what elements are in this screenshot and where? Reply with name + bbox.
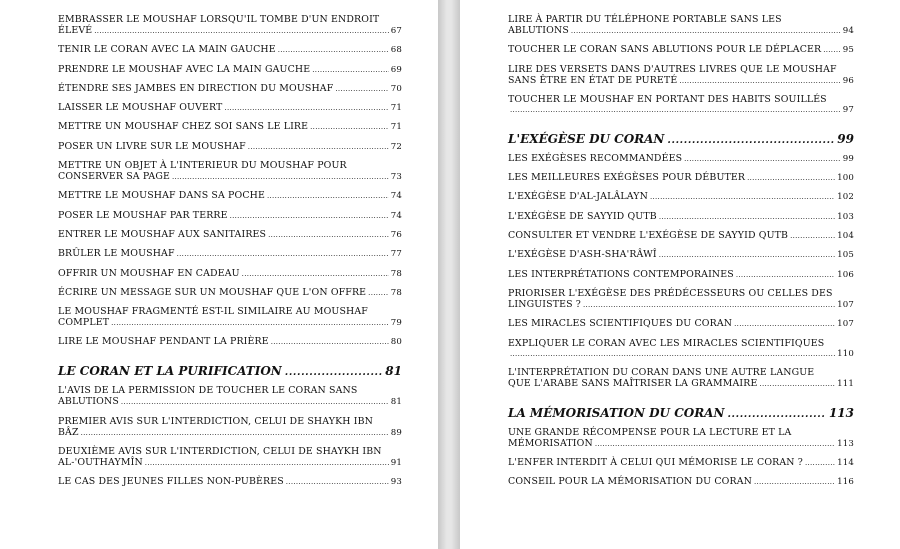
toc-page-number: 106 bbox=[837, 269, 854, 280]
toc-entry[interactable] bbox=[508, 288, 854, 311]
toc-entry-line bbox=[508, 476, 854, 488]
toc-entry-line bbox=[508, 153, 854, 165]
toc-entry-line bbox=[508, 211, 854, 223]
dot-leader bbox=[224, 103, 388, 114]
book-gutter bbox=[438, 0, 460, 549]
toc-entry-title: ÉTENDRE SES JAMBES EN DIRECTION DU MOUSHAF bbox=[58, 82, 334, 94]
toc-entry[interactable] bbox=[58, 83, 402, 95]
toc-page-number: 113 bbox=[837, 438, 854, 449]
toc-entry[interactable] bbox=[508, 172, 854, 184]
toc-entry-line bbox=[58, 141, 402, 153]
toc-entry-line bbox=[508, 25, 854, 37]
toc-entry-line bbox=[508, 230, 854, 242]
dot-leader bbox=[94, 26, 388, 37]
toc-entry-title: LES EXÉGÈSES RECOMMANDÉES bbox=[508, 152, 683, 164]
toc-entry[interactable] bbox=[58, 268, 402, 280]
toc-entry-title: LES MEILLEURES EXÉGÈSES POUR DÉBUTER bbox=[508, 172, 746, 184]
toc-entry[interactable] bbox=[508, 318, 854, 330]
toc-entry-title-line: EMBRASSER LE MOUSHAF LORSQU'IL TOMBE D'UN ENDROIT bbox=[58, 14, 380, 25]
dot-leader bbox=[368, 288, 389, 299]
toc-entry[interactable] bbox=[508, 249, 854, 261]
toc-entry-title: LIRE LE MOUSHAF PENDANT LA PRIÈRE bbox=[58, 336, 269, 348]
toc-page-number: 74 bbox=[390, 210, 402, 221]
toc-entry-title: POSER UN LIVRE SUR LE MOUSHAF bbox=[58, 140, 246, 152]
toc-entry-title: AL-'OUTHAYMÎN bbox=[58, 457, 143, 469]
toc-entry-line bbox=[508, 299, 854, 311]
toc-page-number: 94 bbox=[842, 26, 854, 36]
dot-leader bbox=[679, 76, 840, 87]
dot-leader bbox=[790, 231, 835, 242]
toc-entry[interactable] bbox=[508, 367, 854, 390]
toc-entry-title: LE CAS DES JEUNES FILLES NON-PUBÈRES bbox=[58, 476, 284, 488]
toc-entry-line bbox=[508, 349, 854, 360]
toc-entry-title: BRÛLER LE MOUSHAF bbox=[58, 248, 175, 260]
section-title: L'EXÉGÈSE DU CORAN bbox=[508, 131, 665, 146]
toc-entry-title-line: LIRE À PARTIR DU TÉLÉPHONE PORTABLE SANS LES bbox=[508, 14, 782, 25]
toc-entry-line bbox=[58, 248, 402, 260]
toc-entry-title: ÉCRIRE UN MESSAGE SUR UN MOUSHAF QUE L'ON OFFRE bbox=[58, 286, 367, 298]
dot-leader bbox=[145, 458, 389, 469]
toc-entry-title: L'ENFER INTERDIT À CELUI QUI MÉMORISE LE CORAN ? bbox=[508, 457, 803, 469]
right-page bbox=[460, 0, 900, 549]
toc-entry[interactable] bbox=[508, 153, 854, 165]
toc-entry[interactable] bbox=[58, 14, 402, 37]
toc-entry[interactable] bbox=[58, 141, 402, 153]
toc-entry-title: POSER LE MOUSHAF PAR TERRE bbox=[58, 209, 228, 221]
toc-page-number: 96 bbox=[842, 75, 854, 86]
dot-leader bbox=[335, 84, 388, 95]
dot-leader bbox=[650, 192, 835, 203]
toc-entry-title: METTRE LE MOUSHAF DANS SA POCHE bbox=[58, 190, 265, 202]
toc-entry[interactable] bbox=[58, 306, 402, 329]
section-page-number: 81 bbox=[385, 364, 402, 379]
toc-page-number: 73 bbox=[390, 172, 402, 183]
toc-page-number: 69 bbox=[390, 64, 402, 75]
toc-entry-title-line: L'AVIS DE LA PERMISSION DE TOUCHER LE CORAN SANS bbox=[58, 385, 358, 397]
toc-page-number: 97 bbox=[842, 104, 854, 115]
toc-entry-title: TOUCHER LE CORAN SANS ABLUTIONS POUR LE DÉPLACER bbox=[508, 44, 822, 56]
toc-entry-line bbox=[508, 318, 854, 330]
toc-entry-line bbox=[508, 44, 854, 56]
toc-entry-line bbox=[58, 210, 402, 222]
toc-page-number: 111 bbox=[837, 378, 854, 389]
toc-entry-title-line: LE MOUSHAF FRAGMENTÉ EST-IL SIMILAIRE AU MOUSHAF bbox=[58, 306, 368, 318]
section-title: LA MÉMORISATION DU CORAN bbox=[508, 405, 725, 420]
section-heading[interactable] bbox=[508, 132, 854, 146]
dot-leader bbox=[510, 349, 835, 360]
toc-entry[interactable] bbox=[58, 44, 402, 56]
toc-entry[interactable] bbox=[58, 336, 402, 348]
toc-entry-line bbox=[58, 476, 402, 488]
dot-leader bbox=[111, 318, 389, 329]
toc-entry-title: METTRE UN MOUSHAF CHEZ SOI SANS LE LIRE bbox=[58, 121, 309, 133]
dot-leader bbox=[759, 379, 835, 390]
dot-leader bbox=[121, 397, 389, 408]
dot-leader bbox=[278, 45, 389, 56]
toc-entry-line bbox=[58, 190, 402, 202]
toc-page-number: 78 bbox=[390, 287, 402, 298]
dot-leader bbox=[310, 122, 389, 133]
dot-leader bbox=[754, 477, 835, 488]
dot-leader bbox=[734, 319, 835, 330]
left-page bbox=[0, 0, 438, 549]
toc-entry-line bbox=[58, 171, 402, 183]
dot-leader bbox=[268, 230, 389, 241]
toc-entry-title: CONSULTER ET VENDRE L'EXÉGÈSE DE SAYYID QUTB bbox=[508, 230, 789, 242]
toc-entry[interactable] bbox=[58, 416, 402, 439]
dot-leader bbox=[583, 300, 835, 311]
toc-entry-line bbox=[508, 172, 854, 184]
toc-entry-line bbox=[58, 457, 402, 469]
toc-entry-title: LAISSER LE MOUSHAF OUVERT bbox=[58, 102, 223, 114]
dot-leader bbox=[242, 269, 389, 280]
toc-page-number: 72 bbox=[390, 141, 402, 152]
toc-page-number: 100 bbox=[837, 173, 854, 184]
toc-entry[interactable] bbox=[508, 457, 854, 469]
toc-entry[interactable] bbox=[508, 64, 854, 87]
toc-entry[interactable] bbox=[58, 190, 402, 202]
toc-entry-line bbox=[58, 102, 402, 114]
toc-entry[interactable] bbox=[508, 269, 854, 281]
toc-entry-title-line: PRIORISER L'EXÉGÈSE DES PRÉDÉCESSEURS OU CELLES DES bbox=[508, 287, 833, 299]
section-title: LE CORAN ET LA PURIFICATION bbox=[58, 364, 282, 379]
toc-page-number: 104 bbox=[837, 231, 854, 242]
toc-entry-title: ABLUTIONS bbox=[58, 396, 119, 408]
toc-page-number: 74 bbox=[390, 191, 402, 202]
dot-leader bbox=[172, 172, 389, 183]
dot-leader bbox=[285, 367, 383, 378]
dot-leader bbox=[595, 439, 835, 450]
toc-page-number: 116 bbox=[837, 477, 854, 488]
toc-page-number: 107 bbox=[837, 299, 854, 310]
toc-page-number: 107 bbox=[837, 319, 854, 330]
toc-entry-title: OFFRIR UN MOUSHAF EN CADEAU bbox=[58, 267, 240, 279]
dot-leader bbox=[230, 211, 389, 222]
dot-leader bbox=[747, 173, 835, 184]
toc-entry[interactable] bbox=[508, 44, 854, 56]
toc-entry-title-line: L'INTERPRÉTATION DU CORAN DANS UNE AUTRE LANGUE bbox=[508, 366, 815, 378]
toc-entry[interactable] bbox=[508, 427, 854, 450]
dot-leader bbox=[659, 250, 835, 261]
toc-entry-title: MÉMORISATION bbox=[508, 437, 593, 449]
toc-entry[interactable] bbox=[58, 160, 402, 183]
toc-page-number: 91 bbox=[390, 458, 402, 469]
toc-entry-title-line: DEUXIÈME AVIS SUR L'INTERDICTION, CELUI DE SHAYKH IBN bbox=[58, 446, 382, 458]
toc-page-number: 71 bbox=[390, 122, 402, 133]
toc-entry[interactable] bbox=[58, 121, 402, 133]
toc-entry[interactable] bbox=[58, 102, 402, 114]
toc-entry-line bbox=[58, 121, 402, 133]
toc-page-number: 78 bbox=[390, 268, 402, 279]
toc-page-number: 95 bbox=[842, 45, 854, 56]
toc-entry-title: BÂZ bbox=[58, 426, 79, 438]
toc-entry-line bbox=[508, 249, 854, 261]
toc-page-number: 105 bbox=[837, 250, 854, 261]
toc-entry-line bbox=[508, 378, 854, 390]
toc-entry-title: CONSERVER SA PAGE bbox=[58, 171, 170, 183]
toc-entry-title: ENTRER LE MOUSHAF AUX SANITAIRES bbox=[58, 228, 267, 240]
toc-entry-title: ABLUTIONS bbox=[508, 25, 569, 36]
dot-leader bbox=[267, 191, 389, 202]
toc-entry-line bbox=[508, 105, 854, 116]
toc-entry[interactable] bbox=[508, 476, 854, 488]
toc-page-number: 99 bbox=[842, 153, 854, 164]
toc-entry[interactable] bbox=[58, 229, 402, 241]
toc-entry-title: L'EXÉGÈSE D'ASH-SHA'RÂWÎ bbox=[508, 249, 657, 261]
section-heading[interactable] bbox=[58, 364, 402, 378]
toc-entry-line bbox=[58, 25, 402, 37]
toc-entry-title: SANS ÊTRE EN ÉTAT DE PURETÉ bbox=[508, 74, 678, 86]
dot-leader bbox=[823, 45, 841, 56]
toc-entry-line bbox=[58, 229, 402, 241]
toc-entry-line bbox=[58, 287, 402, 299]
dot-leader bbox=[727, 409, 825, 420]
toc-entry-title-line: TOUCHER LE MOUSHAF EN PORTANT DES HABITS SOUILLÉS bbox=[508, 93, 827, 105]
toc-entry-title: PRENDRE LE MOUSHAF AVEC LA MAIN GAUCHE bbox=[58, 63, 311, 75]
dot-leader bbox=[177, 249, 389, 260]
toc-entry-line bbox=[508, 75, 854, 87]
toc-entry-line bbox=[58, 336, 402, 348]
toc-entry[interactable] bbox=[508, 191, 854, 203]
toc-entry-line bbox=[58, 396, 402, 408]
toc-entry[interactable] bbox=[508, 94, 854, 116]
toc-entry[interactable] bbox=[508, 338, 854, 360]
toc-entry-title: CONSEIL POUR LA MÉMORISATION DU CORAN bbox=[508, 476, 752, 488]
dot-leader bbox=[286, 477, 389, 488]
toc-entry-title: TENIR LE CORAN AVEC LA MAIN GAUCHE bbox=[58, 44, 276, 56]
toc-page-number: 77 bbox=[390, 249, 402, 260]
dot-leader bbox=[248, 142, 389, 153]
toc-entry-title-line: UNE GRANDE RÉCOMPENSE POUR LA LECTURE ET LA bbox=[508, 426, 792, 438]
toc-page-number: 89 bbox=[390, 427, 402, 438]
dot-leader bbox=[571, 26, 841, 37]
toc-entry[interactable] bbox=[58, 385, 402, 408]
toc-entry-line bbox=[508, 438, 854, 450]
toc-page-number: 71 bbox=[390, 103, 402, 114]
toc-entry-line bbox=[58, 83, 402, 95]
dot-leader bbox=[736, 270, 835, 281]
dot-leader bbox=[659, 212, 835, 223]
dot-leader bbox=[805, 458, 835, 469]
toc-entry-title: QUE L'ARABE SANS MAÎTRISER LA GRAMMAIRE bbox=[508, 377, 758, 389]
toc-page-number: 70 bbox=[390, 83, 402, 94]
dot-leader bbox=[271, 337, 389, 348]
toc-entry-title: COMPLET bbox=[58, 317, 110, 329]
toc-entry-title: ÉLEVÉ bbox=[58, 25, 93, 36]
toc-entry-line bbox=[508, 191, 854, 203]
toc-entry[interactable] bbox=[58, 248, 402, 260]
toc-page-number: 68 bbox=[390, 45, 402, 56]
toc-entry-title-line: PREMIER AVIS SUR L'INTERDICTION, CELUI DE SHAYKH IBN bbox=[58, 415, 373, 427]
toc-entry-title: L'EXÉGÈSE DE SAYYID QUTB bbox=[508, 210, 657, 222]
toc-entry[interactable] bbox=[58, 287, 402, 299]
section-heading[interactable] bbox=[508, 406, 854, 420]
toc-entry-line bbox=[58, 427, 402, 439]
toc-entry-line bbox=[58, 44, 402, 56]
dot-leader bbox=[667, 135, 834, 146]
toc-page-number: 110 bbox=[837, 348, 854, 359]
toc-page-number: 102 bbox=[837, 192, 854, 203]
toc-entry[interactable] bbox=[58, 476, 402, 488]
toc-entry-title-line: EXPLIQUER LE CORAN AVEC LES MIRACLES SCIENTIFIQUES bbox=[508, 337, 825, 349]
section-page-number: 113 bbox=[828, 405, 854, 420]
section-page-number: 99 bbox=[837, 131, 854, 146]
toc-page-number: 67 bbox=[390, 26, 402, 36]
toc-entry-title: LES MIRACLES SCIENTIFIQUES DU CORAN bbox=[508, 318, 733, 330]
toc-page-number: 114 bbox=[837, 458, 854, 469]
toc-entry-title: L'EXÉGÈSE D'AL-JALÂLAYN bbox=[508, 191, 648, 203]
toc-entry[interactable] bbox=[508, 211, 854, 223]
toc-entry-line bbox=[508, 269, 854, 281]
toc-page-number: 80 bbox=[390, 337, 402, 348]
toc-entry[interactable] bbox=[58, 446, 402, 469]
toc-page-number: 76 bbox=[390, 229, 402, 240]
toc-entry-line bbox=[58, 317, 402, 329]
toc-page-number: 79 bbox=[390, 318, 402, 329]
toc-entry-title-line: LIRE DES VERSETS DANS D'AUTRES LIVRES QUE LE MOUSHAF bbox=[508, 63, 837, 75]
toc-entry[interactable] bbox=[508, 230, 854, 242]
toc-entry-title-line: METTRE UN OBJET À L'INTERIEUR DU MOUSHAF POUR bbox=[58, 160, 347, 172]
toc-entry-line bbox=[508, 457, 854, 469]
dot-leader bbox=[312, 65, 388, 76]
toc-entry[interactable] bbox=[58, 64, 402, 76]
toc-entry[interactable] bbox=[508, 14, 854, 37]
toc-entry-title: LINGUISTES ? bbox=[508, 298, 581, 310]
toc-entry[interactable] bbox=[58, 210, 402, 222]
dot-leader bbox=[684, 154, 841, 165]
toc-page-number: 103 bbox=[837, 211, 854, 222]
toc-page-number: 93 bbox=[390, 477, 402, 488]
dot-leader bbox=[81, 428, 389, 439]
dot-leader bbox=[510, 105, 841, 116]
toc-entry-line bbox=[58, 64, 402, 76]
toc-entry-title: LES INTERPRÉTATIONS CONTEMPORAINES bbox=[508, 268, 734, 280]
toc-page-number: 81 bbox=[390, 397, 402, 408]
toc-entry-line bbox=[58, 268, 402, 280]
